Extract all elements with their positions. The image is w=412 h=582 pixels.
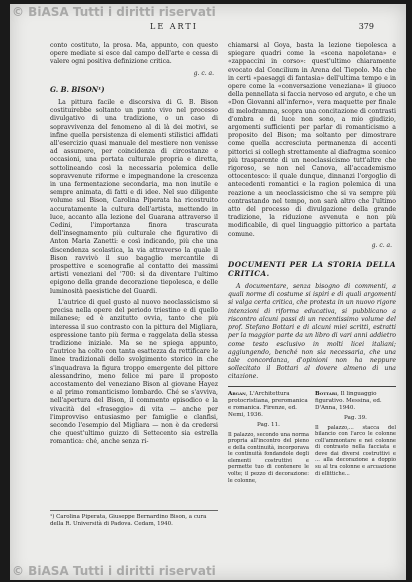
documents-body: A documentare, senza bisogno di commenti, a quali norme di costume si ispiri e di quali argomenti si valga certa critica, che protesta in un nuovo rigore intenzioni di riforma educativa, si pubblicano a riscontro alcuni passi di un recentissimo volume del prof. Stefano Bottari e di alcuni miei scritti, estratti per la maggior parte da un libro di vari anni addietro come testo esclusivo in molti licei italiani; aggiungendo, benché non sia necessaria, che una tale concordanza, d'opinioni non ha neppure sollecitato il Bottari al dovere almeno di una citazione. [228,283,396,381]
watermark-bottom: © BiASA Tutti i diritti riservati [12,564,216,578]
documents-title: DOCUMENTI PER LA STORIA DELLA CRITICA. [228,260,396,279]
citation-details: , L'Architettura protocristiana, preromanica e romanica. Firenze, ed. Nemi, 1936. [228,390,308,418]
page-reference: Pag. 11. [257,421,280,428]
excerpt: Il palazzo,... stacca del bilancio con l'arco le colonne coll'ammontare e nei colonne di contrasto nella facciata e deve dai diversi costruttivi e ... alla decorazione a doppio su al tra colonne e arcuazione di ellittiche... [315,424,396,477]
citation-author: Bottari [315,390,338,397]
intro-paragraph: conto costituto, la prosa. Ma, appunto, con questo opere mediate si esce dal campo dell'arte e cessa di valere ogni positiva definizione critica. [50,42,218,66]
left-column [50,42,218,450]
page-number: 379 [358,22,374,31]
body-paragraph: chiamarsi al Goya, basta la lezione tiepolesca a spiegare quadri come la «scena napoletana» e «zappaccini in corso»: quest'ultimo chiaramente evocato dal Concilium in Arena del Tiepolo. Ma che in certi «paesaggi di fantasia» dell'ultima tempo e in opere come la «conversazione veneziana» il giuoco della pennellata si faccia nervoso ed arguto, e che un «Don Giovanni all'inferno», vera maquette per finale di melodramma, scopra una concitazione di contrasti d'ombra e di luce non sono, a mio giudizio, argomenti sufficienti per parlar di romanticismo a proposito del Bison; ma soltanto per dimostrare come quella accresciuta permanenza di accenti pittorici si collegh strettamente al diafragma scenico più trasparente di un neoclassicismo tutt'altre che rigoroso, se non nel Canova, all'accademismo ottocentesco: il quale dunque, dinnanzi l'orgoglio di antecedenti romantici e la ragion polemica di una reazione a un neoclassicismo che si va sempre più contrastando nel tempo, non sarà altro che l'ultimo atto del processo di divulgazione della grande tradizione, la riduzione avvenuta e non più modificabile, di quel linguaggio pittorico a partata comune. [228,42,396,238]
body-paragraph: La pittura facile e discorsiva di G. B. Bison costituirebbe soltanto un punto vivo nel processo divulgativo di una tradizione, o un caso di sopravvivenza del fenomeno al di là dei motivi, se infine quella persistenza di elementi stilistici affidati all'esercizio quasi manuale del mestiere non venisse ad assumere, per coincidenza di circostanze e occasioni, una portata culturale propria e diretta, sottolineando così la necessaria polemica delle sopravvenute riforme e impegnandone la crescenza in una fermentazione secondaria, ma non inutile e sempre animata, di fatti e di idee. Nel suo diligente volume sul Bison, Carolina Piperata ha ricostruito accuratamente la cultura dell'artista, mettendo in luce, accanto alla lezione del Guarana attraverso il Cedini, l'importanza finora trascurata dell'insegnamento più culturale che figurativo di Anton Maria Zanetti: e così indicando, più che una discendenza scolastica, la via attraverso la quale il Bison ravvivò il suo bagaglio mercantile di prospettive e scenografie al contatto dei massimi artisti veneziani del '700: sì da diventare l'ultimo epigono della grande decorazione tiepolesca, e delle luminosità paesistiche del Guardi. [50,99,218,295]
divider [228,386,396,387]
citation-author: Argan [228,390,246,397]
watermark-top: © BiASA Tutti i diritti riservati [12,5,216,19]
signature: g. c. a. [371,241,392,249]
footnote: ¹) Carolina Piperata, Giuseppe Bernardino Bison, a cura della R. Università di Padova. Cedam, 1940. [50,510,218,528]
citation-details: , Il linguaggio figurativo. Messina, ed. D'Anna, 1940. [315,390,382,411]
citation-text [315,391,396,412]
document-page [10,4,406,580]
page-header [50,20,378,34]
citation-cards [228,391,396,485]
page-reference: Pag. 39. [344,414,367,421]
intro-signature: g. c. a. [193,69,214,77]
citation-card-bottari [315,391,396,485]
excerpt: Il palazzo, secondo una norma propria all'incontro del pieno e della continuità, incorporava le continuità fondandole degli elementi costruttivi e permette tuo di contenere le volte; il pezzo di decorazione: le colonne, [228,431,309,484]
citation-text [228,391,309,419]
section-title: G. B. BISON¹) [50,84,105,94]
right-column [228,42,396,484]
body-paragraph: L'autrice di quel gusto al nuovo neoclassicismo si precisa nella opere del periodo triestino e di quello milanese; ed è anzitutto ovvia, tanto che più interessa il suo contrasto con la pittura del Migliara, espressione tanto più ferma e raggelata della stessa tradizione iniziale. Ma se ne spiega appunto, l'autrice ha colto con tanta esattezza da rettificare le linee tradizionali dello svolgimento storico in che s'inquadrava la figura troppo emergente del pittore alessandrino, meno felice mi pare il proposto accostamento del veneziano Bison al giovane Hayez e al primo romanticismo lombardo. Ché se s'avviva, nell'apertura del Bison, il commento episodico e la vivacità del «fraseggio» di vita — anche per l'improvviso entusiasmo per famiglie e clanfisi, secondo l'esempio del Migliara — non è da credersi che quest'ultimo guizzo di Settecento sia estrella romantica: ché, anche senza ri- [50,298,218,446]
citation-card-argan [228,391,309,485]
running-title: LE ARTI [150,22,198,31]
